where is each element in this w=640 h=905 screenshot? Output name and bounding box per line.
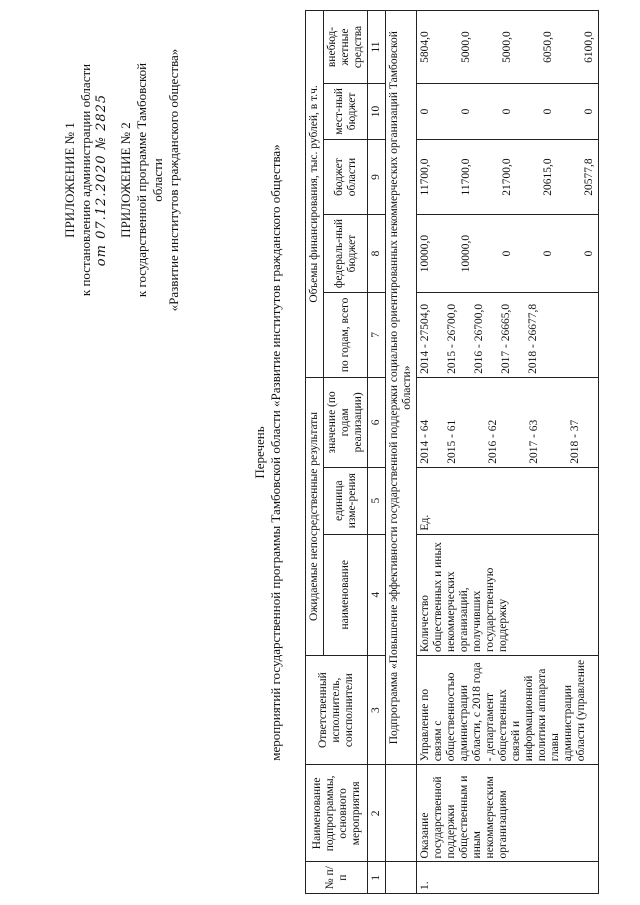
value-2016: 2016 - 62 bbox=[487, 419, 499, 464]
subprogram-row bbox=[386, 11, 417, 894]
regional-2018: 20577,8 bbox=[583, 158, 595, 196]
table-row bbox=[417, 11, 599, 894]
col-header-unit: единица изме-рения bbox=[324, 467, 368, 534]
col-header-responsible: Ответственный исполнитель, соисполнители bbox=[306, 656, 368, 765]
regional-2015: 11700,0 bbox=[460, 158, 472, 196]
column-number: 3 bbox=[368, 656, 386, 765]
federal-2018: 0 bbox=[583, 250, 595, 257]
result-unit: Ед. bbox=[417, 467, 599, 534]
offbudget-cell bbox=[417, 11, 599, 84]
col-header-funding: Объемы финансирования, тыс. рублей, в т.ч. bbox=[306, 11, 324, 378]
federal-2014: 10000,0 bbox=[419, 234, 431, 273]
col-header-federal: федераль-ный бюджет bbox=[324, 215, 368, 293]
column-number: 11 bbox=[368, 11, 386, 84]
regional-2017: 20615,0 bbox=[542, 158, 554, 196]
appendix-1-label: ПРИЛОЖЕНИЕ № 1 bbox=[62, 122, 77, 238]
value-2018: 2018 - 37 bbox=[569, 419, 581, 464]
total-2015: 2015 - 26700,0 bbox=[446, 303, 458, 374]
federal-2016: 0 bbox=[501, 250, 513, 257]
col-header-offbudget: внебюд-жетные средства bbox=[324, 11, 368, 84]
document-header bbox=[62, 40, 182, 320]
subprogram-title: Подпрограмма «Повышение эффективности государственной поддержки социально ориентированных некоммерческих организаций Тамбовской области» bbox=[386, 11, 417, 765]
col-header-results: Ожидаемые непосредственные результаты bbox=[306, 377, 324, 655]
federal-2015: 10000,0 bbox=[460, 234, 472, 273]
value-2017: 2017 - 63 bbox=[528, 419, 540, 464]
handwritten-decree-date: от 07.12.2020 № 2825 bbox=[94, 93, 109, 267]
regional-2014: 11700,0 bbox=[419, 158, 431, 196]
column-number: 4 bbox=[368, 534, 386, 655]
document-title: Перечень bbox=[252, 426, 267, 479]
program-line-2: «Развитие институтов гражданского общества» bbox=[166, 48, 181, 312]
total-2018: 2018 - 26677,8 bbox=[527, 303, 539, 374]
local-2014: 0 bbox=[419, 108, 431, 115]
column-number: 9 bbox=[368, 139, 386, 214]
offbudget-2017: 6050,0 bbox=[542, 31, 554, 63]
regional-2016: 21700,0 bbox=[501, 158, 513, 196]
local-2018: 0 bbox=[583, 108, 595, 115]
offbudget-2016: 5000,0 bbox=[501, 31, 513, 63]
column-number: 1 bbox=[368, 862, 386, 894]
column-number: 2 bbox=[368, 765, 386, 862]
offbudget-2018: 6100,0 bbox=[583, 31, 595, 63]
column-number: 7 bbox=[368, 292, 386, 377]
col-header-regional: бюджет области bbox=[324, 139, 368, 214]
column-number: 8 bbox=[368, 215, 386, 293]
measures-table bbox=[305, 10, 599, 894]
local-2015: 0 bbox=[460, 108, 472, 115]
offbudget-2014: 5804,0 bbox=[419, 31, 431, 63]
column-number: 10 bbox=[368, 84, 386, 140]
document-subtitle: мероприятий государственной программы Тамбовской области «Развитие институтов гражданского общества» bbox=[268, 144, 283, 761]
row-number: 1. bbox=[417, 862, 599, 894]
column-number: 6 bbox=[368, 377, 386, 467]
appendix-2-label: ПРИЛОЖЕНИЕ № 2 bbox=[118, 122, 133, 238]
column-number: 5 bbox=[368, 467, 386, 534]
header-row-1 bbox=[306, 11, 324, 894]
total-by-year-cell bbox=[417, 292, 599, 377]
local-2016: 0 bbox=[501, 108, 513, 115]
col-header-name: Наименование подпрограммы, основного мероприятия bbox=[306, 765, 368, 862]
offbudget-2015: 5000,0 bbox=[460, 31, 472, 63]
total-2014: 2014 - 27504,0 bbox=[419, 303, 431, 374]
local-budget-cell bbox=[417, 84, 599, 140]
local-2017: 0 bbox=[542, 108, 554, 115]
result-name: Количество общественных и иных некоммерческих организаций, получивших государственную поддержку bbox=[417, 534, 599, 655]
col-header-num: № п/п bbox=[306, 862, 368, 894]
col-header-total: по годам, всего bbox=[324, 292, 368, 377]
federal-budget-cell bbox=[417, 215, 599, 293]
total-2017: 2017 - 26665,0 bbox=[500, 303, 512, 374]
measure-name: Оказание государственной поддержки общественным и иным некоммерческим организациям bbox=[417, 765, 599, 862]
total-2016: 2016 - 26700,0 bbox=[473, 303, 485, 374]
column-number-row bbox=[368, 11, 386, 894]
col-header-local: мест-ный бюджет bbox=[324, 84, 368, 140]
regional-budget-cell bbox=[417, 139, 599, 214]
responsible-executor: Управление по связям с общественностью администрации области, с 2018 года - департамент общественных связей и информационной политики аппарата главы администрации области (управление bbox=[417, 656, 599, 765]
value-by-year-cell bbox=[417, 377, 599, 467]
col-header-result-name: наименование bbox=[324, 534, 368, 655]
value-2015: 2015 - 61 bbox=[446, 419, 458, 464]
decree-line: к постановлению администрации области bbox=[78, 63, 93, 297]
value-2014: 2014 - 64 bbox=[419, 419, 431, 464]
program-line-1: к государственной программе Тамбовской области bbox=[134, 62, 165, 298]
federal-2017: 0 bbox=[542, 250, 554, 257]
col-header-value: значение (по годам реализации) bbox=[324, 377, 368, 467]
